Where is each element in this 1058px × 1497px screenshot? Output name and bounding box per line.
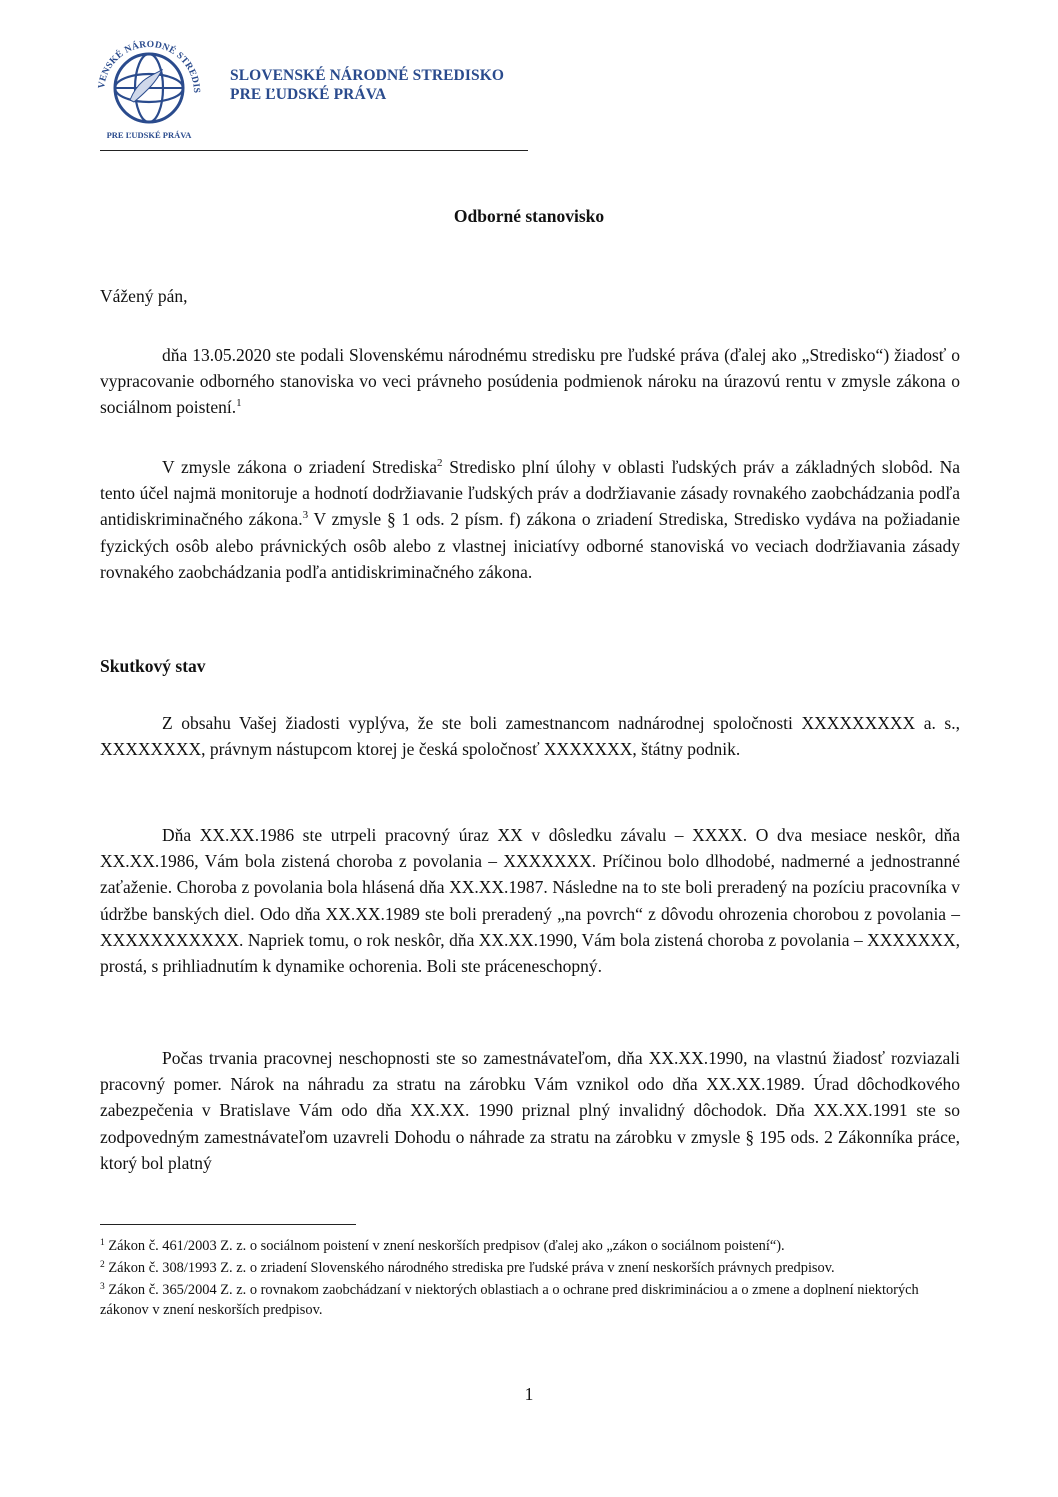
header-divider xyxy=(100,150,528,151)
footnote-2: $^2$ Zákon č. 308/1993 Z. z. o zriadení Slovenského národného strediska pre ľudské práva v znení neskorších právnych predpisov. xyxy=(100,1260,835,1276)
mandate-paragraph xyxy=(100,454,960,585)
logo-emblem-icon xyxy=(90,30,208,148)
footnote-3: $^3$ Zákon č. 365/2004 Z. z. o rovnakom zaobchádzaní v niektorých oblastiach a o ochrane pred diskrimináciou a o zmene a doplnení niektorých zákonov v znení neskorších predpisov. xyxy=(100,1282,919,1318)
facts-paragraph-2: Dňa XX.XX.1986 ste utrpeli pracovný úraz XX v dôsledku závalu – XXXX. O dva mesiace neskôr, dňa XX.XX.1986, Vám bola zistená choroba z povolania – XXXXXXX. Príčinou bolo dlhodobé, nadmerné a jednostranné zaťaženie. Choroba z povolania bola hlásená dňa XX.XX.1987. Následne na to ste boli preradený na pozíciu pracovníka v údržbe banských diel. Odo dňa XX.XX.1989 ste boli preradený „na povrch“ z dôvodu ohrozenia chorobou z povolania – XXXXXXXXXXX. Napriek tomu, o rok neskôr, dňa XX.XX.1990, Vám bola zistená choroba z povolania – XXXXXXX, prostá, s prihliadnutím k dynamike ochorenia. Boli ste práceneschopný. xyxy=(100,825,960,977)
footnote-1: $^1$ Zákon č. 461/2003 Z. z. o sociálnom poistení v znení neskorších predpisov (ďalej ako „zákon o sociálnom poistení“). xyxy=(100,1238,785,1254)
footnotes xyxy=(100,1236,960,1322)
svg-text:PRE ĽUDSKÉ PRÁVA: PRE ĽUDSKÉ PRÁVA xyxy=(106,130,192,140)
footnote-ref-1[interactable]: 1 xyxy=(236,397,242,410)
organization-name-line1: SLOVENSKÉ NÁRODNÉ STREDISKO xyxy=(230,67,505,84)
page-number: 1 xyxy=(524,1384,534,1404)
svg-text:SLOVENSKÉ NÁRODNÉ STREDISKO: VENSKÉ NÁRODNÉ STREDIS xyxy=(97,39,202,94)
organization-name xyxy=(230,66,504,104)
intro-paragraph xyxy=(100,342,960,421)
footnote-divider xyxy=(100,1224,356,1225)
intro-paragraph-text: dňa 13.05.2020 ste podali Slovenskému národnému stredisku pre ľudské práva (ďalej ako „Stredisko“) žiadosť o vypracovanie odborného stanoviska vo veci právneho posúdenia podmienok nároku na úrazovú rentu v zmysle zákona o sociálnom poistení. xyxy=(100,345,960,418)
organization-name-line2: PRE ĽUDSKÉ PRÁVA xyxy=(230,86,387,103)
section-heading-facts: Skutkový stav xyxy=(100,656,206,676)
facts-paragraph-1: Z obsahu Vašej žiadosti vyplýva, že ste boli zamestnancom nadnárodnej spoločnosti XXXXXXXXX a. s., XXXXXXXX, právnym nástupcom ktorej je česká spoločnosť XXXXXXX, štátny podnik. xyxy=(100,713,960,760)
footnote-ref-2[interactable]: 2 xyxy=(437,457,443,469)
facts-paragraph-3: Počas trvania pracovnej neschopnosti ste so zamestnávateľom, dňa XX.XX.1990, na vlastnú žiadosť rozviazali pracovný pomer. Nárok na náhradu za stratu na zárobku Vám vznikol odo dňa XX.XX.1989. Úrad dôchodkového zabezpečenia v Bratislave Vám odo dňa XX.XX. 1990 priznal plný invalidný dôchodok. Dňa XX.XX.1991 ste so zodpovedným zamestnávateľom uzavreli Dohodu o náhrade za stratu na zárobku v zmysle § 195 ods. 2 Zákonníka práce, ktorý bol platný xyxy=(100,1048,960,1173)
mandate-text-c: V zmysle § 1 ods. 2 písm. f) zákona o zriadení Strediska, Stredisko vydáva na požiadanie fyzických osôb alebo právnických osôb alebo z vlastnej iniciatívy odborné stanoviská vo veciach dodržiavania zásady rovnakého zaobchádzania podľa antidiskriminačného zákona. xyxy=(100,509,960,582)
organization-logo xyxy=(90,30,208,148)
mandate-text-a: V zmysle zákona o zriadení Strediska xyxy=(162,457,438,477)
salutation: Vážený pán, xyxy=(100,286,188,306)
document-title: Odborné stanovisko xyxy=(453,206,605,226)
footnote-ref-3[interactable]: 3 xyxy=(302,509,309,522)
mandate-text-b: Stredisko plní úlohy v oblasti ľudských práv a základných slobôd. Na tento účel najmä monitoruje a hodnotí dodržiavanie ľudských práv a dodržiavanie zásady rovnakého zaobchádzania podľa antidiskriminačného zákona. xyxy=(100,457,960,530)
